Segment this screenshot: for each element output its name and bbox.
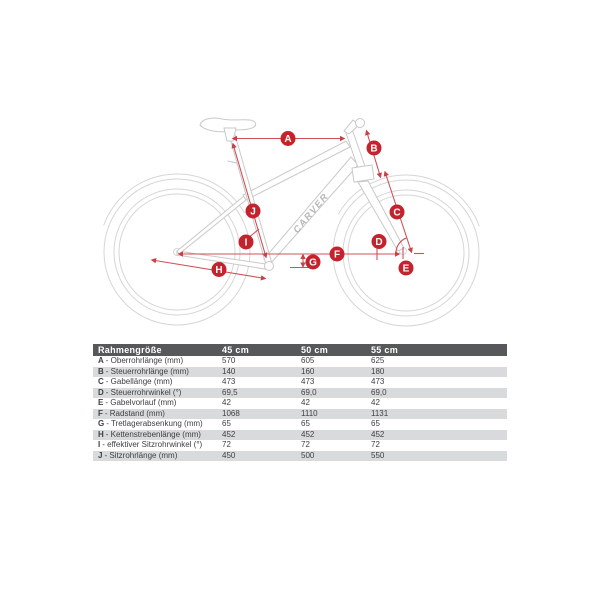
cell-value: 473: [301, 377, 315, 386]
svg-text:J: J: [250, 206, 256, 218]
cell-value: 42: [222, 398, 231, 407]
column-header-50cm: 50 cm: [296, 344, 366, 356]
diagram-label-e: [399, 261, 414, 276]
cell-value: 140: [222, 366, 236, 376]
svg-text:F: F: [333, 249, 341, 261]
row-label: J - Sitzrohrlänge (mm): [98, 450, 178, 460]
cell-value: 72: [222, 440, 231, 449]
cell-value: 500: [301, 450, 315, 460]
bottom-bracket: [265, 262, 274, 271]
cell-value: 72: [371, 440, 380, 449]
column-header-55cm: 55 cm: [366, 344, 507, 356]
cell-value: 452: [222, 429, 236, 439]
row-label: G - Tretlagerabsenkung (mm): [98, 419, 203, 428]
cell-value: 625: [371, 356, 385, 365]
table-row: [93, 398, 507, 409]
svg-text:H: H: [215, 265, 223, 276]
table-row: [93, 409, 507, 420]
brand-logo: CARVER: [291, 190, 332, 236]
table-row: [93, 430, 507, 441]
cell-value: 570: [222, 356, 236, 365]
cell-value: 550: [371, 450, 385, 460]
cell-value: 473: [371, 377, 385, 386]
cell-value: 450: [222, 450, 236, 460]
svg-text:C: C: [393, 207, 401, 219]
diagram-label-g: [306, 255, 321, 270]
diagram-label-b: [367, 141, 382, 156]
table-row: [93, 356, 507, 367]
cell-value: 65: [222, 419, 231, 428]
cell-value: 65: [301, 419, 310, 428]
svg-text:D: D: [375, 237, 383, 248]
cell-value: 452: [301, 429, 315, 439]
cell-value: 452: [371, 429, 385, 439]
cell-value: 69,0: [371, 387, 387, 397]
table-row: [93, 440, 507, 451]
cell-value: 69,0: [301, 387, 317, 397]
row-label: A - Oberrohrlänge (mm): [98, 356, 184, 365]
cell-value: 72: [301, 440, 310, 449]
diagram-label-h: [212, 262, 227, 277]
cell-value: 180: [371, 366, 385, 376]
diagram-label-f: [330, 247, 345, 262]
cell-value: 65: [371, 419, 380, 428]
front-wheel: [333, 175, 479, 326]
cell-value: 69,5: [222, 387, 238, 397]
row-label: I - effektiver Sitzrohrwinkel (°): [98, 440, 203, 449]
geometry-table: [93, 344, 507, 461]
cell-value: 1110: [301, 408, 318, 418]
row-label: H - Kettenstrebenlänge (mm): [98, 429, 201, 439]
table-header-row: [93, 344, 507, 356]
cell-value: 42: [301, 398, 310, 407]
svg-text:B: B: [370, 143, 378, 155]
row-label: C - Gabellänge (mm): [98, 377, 173, 386]
column-header-45cm: 45 cm: [217, 344, 296, 356]
table-row: [93, 451, 507, 462]
diagram-label-d: [372, 234, 387, 249]
cell-value: 160: [301, 366, 315, 376]
cell-value: 1068: [222, 408, 240, 418]
column-header-framesize: Rahmengröße: [93, 344, 217, 356]
fork-crown: [352, 165, 374, 182]
cell-value: 605: [301, 356, 315, 365]
seat-stay: [177, 196, 246, 254]
table-row: [93, 367, 507, 378]
row-label: D - Steuerrohrwinkel (°): [98, 387, 182, 397]
row-label: B - Steuerrohrlänge (mm): [98, 366, 189, 376]
svg-text:A: A: [284, 134, 292, 145]
cell-value: 42: [371, 398, 380, 407]
table-row: [93, 377, 507, 388]
seat-clamp: [228, 161, 237, 163]
svg-text:G: G: [309, 257, 317, 269]
rear-wheel: [104, 174, 250, 325]
table-row: [93, 388, 507, 399]
svg-text:I: I: [244, 237, 248, 249]
handlebar-grip: [356, 119, 365, 128]
diagram-label-c: [390, 205, 405, 220]
cell-value: 473: [222, 377, 236, 386]
diagram-label-a: [281, 131, 296, 146]
row-label: E - Gabelvorlauf (mm): [98, 398, 177, 407]
svg-text:E: E: [402, 263, 410, 275]
diagram-label-i: [239, 235, 254, 250]
table-row: [93, 419, 507, 430]
diagram-label-j: [246, 204, 261, 219]
cell-value: 1131: [371, 408, 389, 418]
row-label: F - Radstand (mm): [98, 408, 165, 418]
